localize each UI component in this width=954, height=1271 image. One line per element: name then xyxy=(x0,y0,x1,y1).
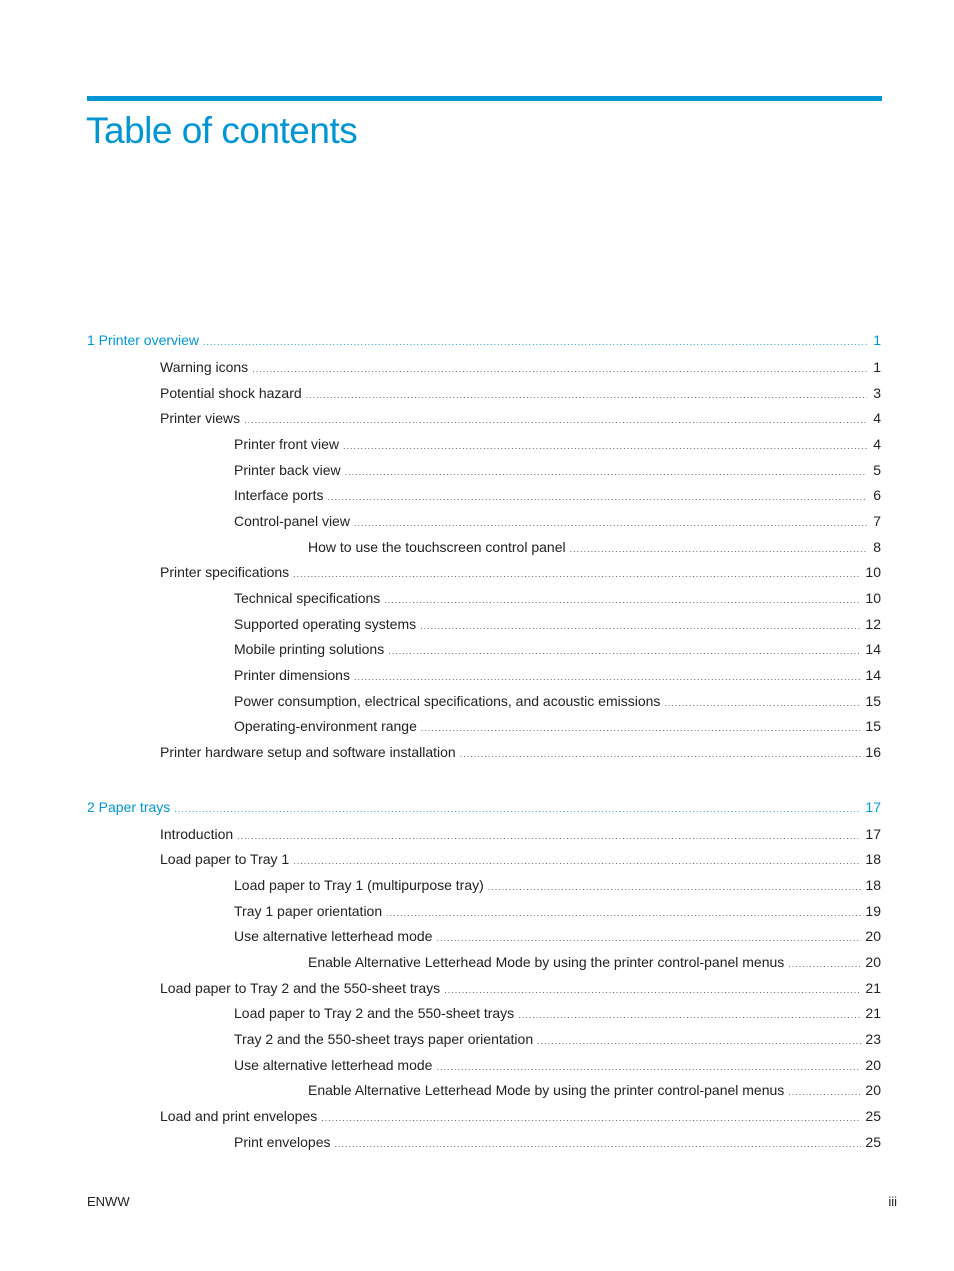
toc-entry-page-number: 17 xyxy=(865,826,881,842)
toc-entry[interactable] xyxy=(234,665,881,685)
toc-entry[interactable] xyxy=(234,1029,881,1049)
toc-entry-label: How to use the touchscreen control panel xyxy=(308,539,566,555)
toc-entry-page-number: 4 xyxy=(873,436,881,452)
toc-entry[interactable] xyxy=(160,383,881,403)
toc-leader-dots xyxy=(328,487,868,507)
toc-entry-label: Printer specifications xyxy=(160,564,290,580)
toc-entry-label: Printer dimensions xyxy=(234,667,350,683)
toc-entry[interactable] xyxy=(160,357,881,377)
toc-entry-page-number: 7 xyxy=(873,513,881,529)
toc-entry-page-number: 3 xyxy=(873,385,881,401)
toc-leader-dots xyxy=(386,903,861,923)
toc-entry-label: Interface ports xyxy=(234,487,324,503)
toc-entry-page-number: 17 xyxy=(865,799,881,815)
toc-entry[interactable] xyxy=(234,485,881,505)
toc-entry-page-number: 21 xyxy=(865,1005,881,1021)
toc-entry[interactable] xyxy=(234,1055,881,1075)
toc-leader-dots xyxy=(788,1082,861,1102)
toc-entry-label: Control-panel view xyxy=(234,513,350,529)
toc-entry-page-number: 8 xyxy=(873,539,881,555)
toc-entry-label: Technical specifications xyxy=(234,590,381,606)
toc-entry[interactable] xyxy=(308,537,881,557)
toc-leader-dots xyxy=(345,462,867,482)
toc-entry[interactable] xyxy=(160,408,881,428)
toc-entry[interactable] xyxy=(234,691,881,711)
toc-entry[interactable] xyxy=(234,460,881,480)
toc-entry-page-number: 4 xyxy=(873,410,881,426)
toc-entry-page-number: 20 xyxy=(865,1057,881,1073)
toc-leader-dots xyxy=(518,1005,861,1025)
toc-leader-dots xyxy=(293,564,861,584)
toc-leader-dots xyxy=(537,1031,861,1051)
toc-entry-page-number: 20 xyxy=(865,928,881,944)
toc-leader-dots xyxy=(384,590,861,610)
toc-entry[interactable] xyxy=(234,1003,881,1023)
toc-leader-dots xyxy=(436,928,861,948)
toc-leader-dots xyxy=(237,826,861,846)
toc-entry[interactable] xyxy=(234,588,881,608)
toc-entry[interactable] xyxy=(234,875,881,895)
toc-leader-dots xyxy=(460,744,862,764)
toc-leader-dots xyxy=(421,718,862,738)
toc-entry[interactable] xyxy=(234,926,881,946)
toc-entry-label: Load paper to Tray 2 and the 550-sheet trays xyxy=(160,980,441,996)
footer-page-number: iii xyxy=(888,1194,897,1209)
toc-entry-label: Power consumption, electrical specifications, and acoustic emissions xyxy=(234,693,661,709)
toc-entry[interactable] xyxy=(160,1106,881,1126)
toc-entry-label: Load paper to Tray 1 (multipurpose tray) xyxy=(234,877,484,893)
toc-entry-page-number: 20 xyxy=(865,1082,881,1098)
toc-entry-page-number: 21 xyxy=(865,980,881,996)
toc-entry-label: 1 Printer overview xyxy=(87,332,200,348)
toc-entry-label: Supported operating systems xyxy=(234,616,417,632)
toc-entry[interactable] xyxy=(160,742,881,762)
toc-entry-page-number: 1 xyxy=(873,359,881,375)
toc-entry-page-number: 6 xyxy=(873,487,881,503)
toc-entry-page-number: 5 xyxy=(873,462,881,478)
footer-left-label: ENWW xyxy=(87,1194,130,1209)
toc-leader-dots xyxy=(203,332,867,352)
toc-entry-label: Mobile printing solutions xyxy=(234,641,385,657)
toc-entry[interactable] xyxy=(234,434,881,454)
toc-leader-dots xyxy=(354,667,861,687)
toc-entry-page-number: 20 xyxy=(865,954,881,970)
toc-leader-dots xyxy=(788,954,861,974)
toc-leader-dots xyxy=(488,877,862,897)
toc-entry-label: Printer front view xyxy=(234,436,340,452)
toc-leader-dots xyxy=(444,980,861,1000)
toc-entry[interactable] xyxy=(160,849,881,869)
toc-leader-dots xyxy=(343,436,867,456)
toc-entry-label: Use alternative letterhead mode xyxy=(234,1057,433,1073)
toc-entry[interactable] xyxy=(234,1132,881,1152)
toc-leader-dots xyxy=(244,410,867,430)
toc-entry-page-number: 10 xyxy=(865,590,881,606)
toc-leader-dots xyxy=(570,539,867,559)
toc-entry-page-number: 18 xyxy=(865,877,881,893)
toc-entry-label: Use alternative letterhead mode xyxy=(234,928,433,944)
toc-leader-dots xyxy=(335,1134,862,1154)
toc-entry[interactable] xyxy=(160,562,881,582)
toc-entry-page-number: 12 xyxy=(865,616,881,632)
toc-entry-label: Tray 1 paper orientation xyxy=(234,903,383,919)
toc-entry-page-number: 23 xyxy=(865,1031,881,1047)
toc-entry-label: Load paper to Tray 2 and the 550-sheet trays xyxy=(234,1005,515,1021)
header-rule xyxy=(87,96,882,101)
toc-entry[interactable] xyxy=(160,978,881,998)
toc-entry-label: Potential shock hazard xyxy=(160,385,302,401)
toc-entry[interactable] xyxy=(234,511,881,531)
toc-entry[interactable] xyxy=(234,614,881,634)
toc-entry-page-number: 18 xyxy=(865,851,881,867)
toc-leader-dots xyxy=(293,851,861,871)
toc-entry-label: Printer back view xyxy=(234,462,341,478)
toc-entry-page-number: 15 xyxy=(865,718,881,734)
toc-entry-label: Operating-environment range xyxy=(234,718,417,734)
toc-leader-dots xyxy=(174,799,861,819)
toc-entry-label: Warning icons xyxy=(160,359,249,375)
toc-entry-page-number: 25 xyxy=(865,1134,881,1150)
toc-leader-dots xyxy=(321,1108,861,1128)
toc-entry-page-number: 1 xyxy=(873,332,881,348)
toc-leader-dots xyxy=(420,616,861,636)
toc-entry-page-number: 14 xyxy=(865,667,881,683)
toc-entry-label: Enable Alternative Letterhead Mode by using the printer control-panel menus xyxy=(308,954,785,970)
toc-entry-page-number: 16 xyxy=(865,744,881,760)
toc-entry-label: Load paper to Tray 1 xyxy=(160,851,290,867)
toc-entry-label: Load and print envelopes xyxy=(160,1108,318,1124)
toc-entry[interactable] xyxy=(308,1080,881,1100)
toc-entry-label: Enable Alternative Letterhead Mode by using the printer control-panel menus xyxy=(308,1082,785,1098)
toc-entry-label: Print envelopes xyxy=(234,1134,331,1150)
toc-entry-label: 2 Paper trays xyxy=(87,799,171,815)
toc-chapter-entry[interactable] xyxy=(87,330,881,350)
toc-chapter-entry[interactable] xyxy=(87,797,881,817)
toc-entry[interactable] xyxy=(160,824,881,844)
toc-entry-page-number: 19 xyxy=(865,903,881,919)
toc-entry[interactable] xyxy=(234,901,881,921)
toc-entry-label: Printer views xyxy=(160,410,241,426)
toc-leader-dots xyxy=(388,641,861,661)
toc-entry[interactable] xyxy=(234,716,881,736)
toc-leader-dots xyxy=(354,513,867,533)
toc-entry-label: Introduction xyxy=(160,826,234,842)
toc-entry[interactable] xyxy=(308,952,881,972)
page-title: Table of contents xyxy=(86,110,358,151)
toc-leader-dots xyxy=(306,385,867,405)
toc-entry-page-number: 14 xyxy=(865,641,881,657)
toc-entry[interactable] xyxy=(234,639,881,659)
toc-leader-dots xyxy=(252,359,867,379)
toc-leader-dots xyxy=(436,1057,861,1077)
toc-leader-dots xyxy=(664,693,861,713)
toc-entry-label: Printer hardware setup and software installation xyxy=(160,744,456,760)
toc-entry-page-number: 15 xyxy=(865,693,881,709)
toc-entry-page-number: 10 xyxy=(865,564,881,580)
toc-entry-page-number: 25 xyxy=(865,1108,881,1124)
toc-entry-label: Tray 2 and the 550-sheet trays paper orientation xyxy=(234,1031,534,1047)
